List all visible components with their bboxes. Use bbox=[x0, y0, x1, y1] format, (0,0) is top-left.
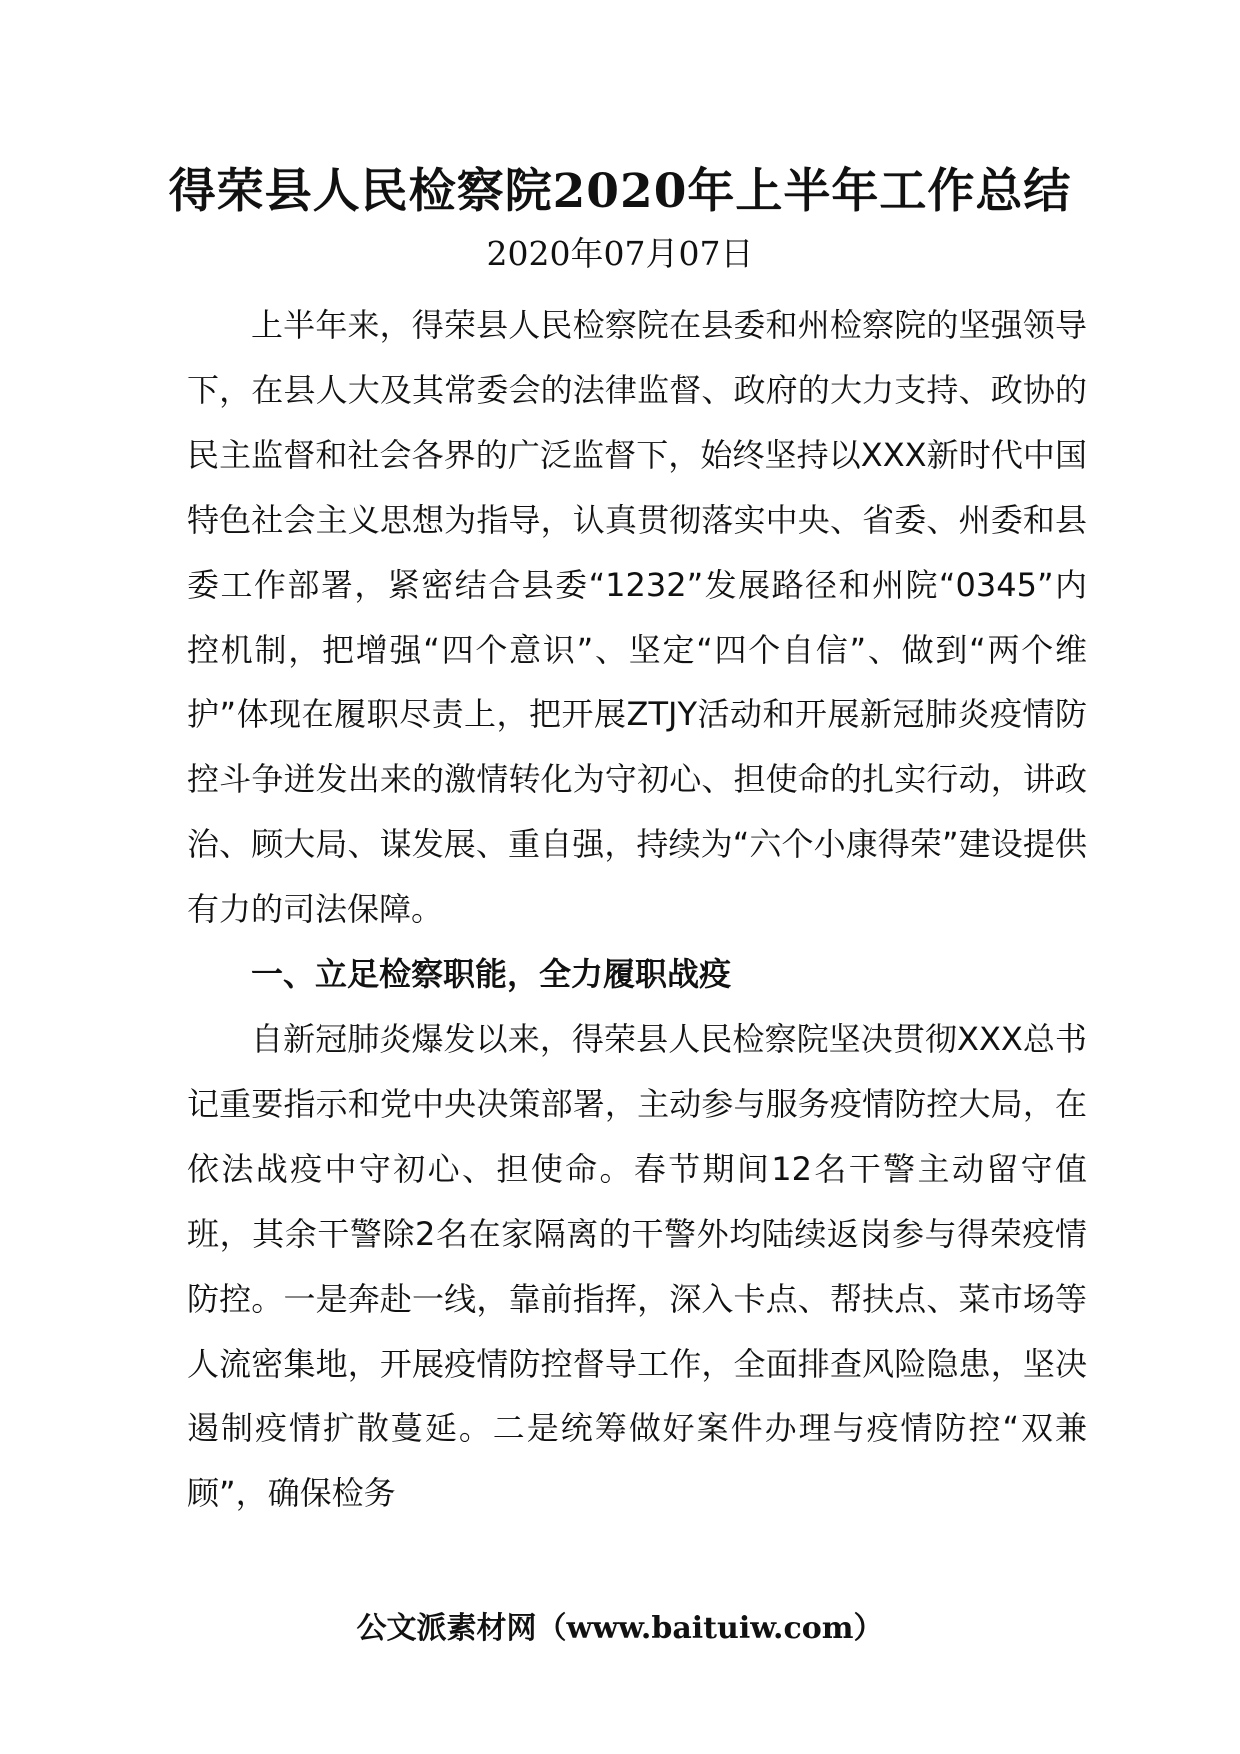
section-heading: 一、立足检察职能，全力履职战疫 bbox=[251, 955, 732, 994]
body-paragraph: 上半年来，得荣县人民检察院在县委和州检察院的坚强领导下，在县人大及其常委会的法律监督、政府的大力支持、政协的民主监督和社会各界的广泛监督下，始终坚持以XXX新时代中国特色社会主义思想为指导，认真贯彻落实中央、省委、州委和县委工作部署，紧密结合县委“1232”发展路径和州院“0345”内控机制，把增强“四个意识”、坚定“四个自信”、做到“两个维护”体现在履职尽责上，把开展ZTJY活动和开展新冠肺炎疫情防控斗争迸发出来的激情转化为守初心、担使命的扎实行动，讲政治、顾大局、谋发展、重自强，持续为“六个小康得荣”建设提供有力的司法保障。 bbox=[187, 306, 1087, 929]
document-title: 得荣县人民检察院2020年上半年工作总结 bbox=[168, 164, 1072, 219]
body-paragraph: 自新冠肺炎爆发以来，得荣县人民检察院坚决贯彻XXX总书记重要指示和党中央决策部署，主动参与服务疫情防控大局，在依法战疫中守初心、担使命。春节期间12名干警主动留守值班，其余干警除2名在家隔离的干警外均陆续返岗参与得荣疫情防控。一是奔赴一线，靠前指挥，深入卡点、帮扶点、菜市场等人流密集地，开展疫情防控督导工作，全面排查风险隐患，坚决遏制疫情扩散蔓延。二是统筹做好案件办理与疫情防控“双兼顾”，确保检务 bbox=[187, 1019, 1087, 1513]
footer-watermark: 公文派素材网（www.baituiw.com） bbox=[356, 1611, 884, 1646]
document-date: 2020年07月07日 bbox=[486, 234, 754, 273]
document-body bbox=[187, 293, 1087, 1526]
